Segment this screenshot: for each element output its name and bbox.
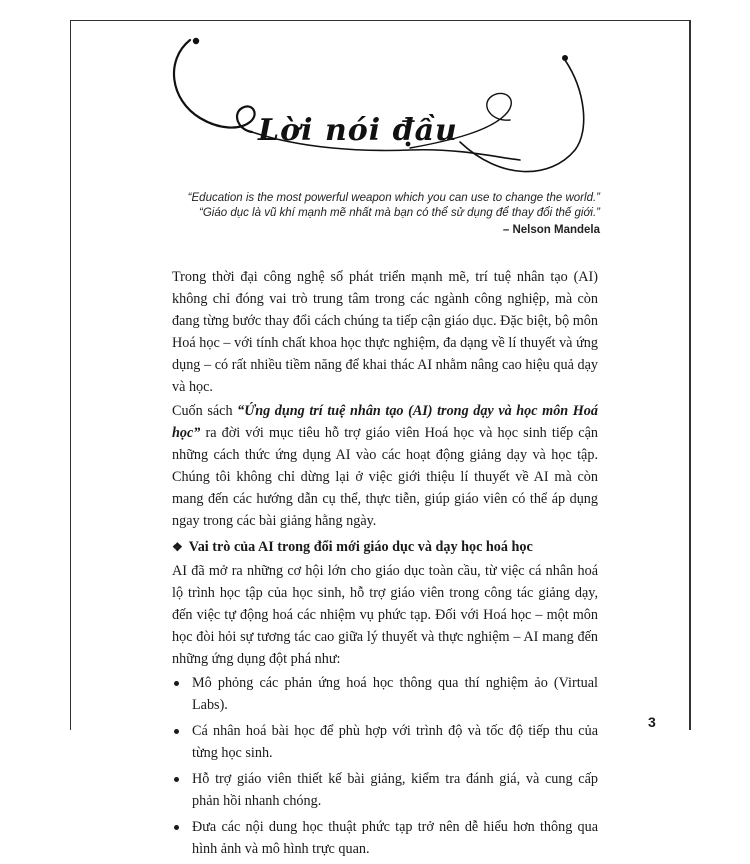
list-item: Mô phỏng các phản ứng hoá học thông qua thí nghiệm ảo (Virtual Labs). — [172, 672, 598, 716]
body-text — [172, 266, 598, 864]
paragraph-1-text: Trong thời đại công nghệ số phát triển mạnh mẽ, trí tuệ nhân tạo (AI) không chỉ đóng vai trò trung tâm trong các ngành công nghiệp, mà còn đang từng bước thay đổi cách chúng ta tiếp cận giáo dục. Đặc biệt, bộ môn Hoá học – với tính chất khoa học thực nghiệm, đa dạng về lí thuyết và ứng dụng – có rất nhiều tiềm năng để khai thác AI nhằm nâng cao hiệu quả dạy và học. — [172, 269, 598, 395]
book-title: “Ứng dụng trí tuệ nhân tạo (AI) trong dạy và học môn Hoá học” — [172, 403, 598, 441]
quote-english: “Education is the most powerful weapon which you can use to change the world.” — [187, 192, 600, 204]
page-number: 3 — [648, 714, 656, 730]
page-frame-right-edge — [689, 20, 691, 730]
paragraph-2-prefix: Cuốn sách — [172, 403, 238, 419]
diamond-bullet-icon: ❖ — [172, 540, 183, 554]
list-item: Cá nhân hoá bài học để phù hợp với trình độ và tốc độ tiếp thu của từng học sinh. — [172, 720, 598, 764]
paragraph-3 — [172, 560, 598, 670]
paragraph-3-text: AI đã mở ra những cơ hội lớn cho giáo dục toàn cầu, từ việc cá nhân hoá lộ trình học tập của học sinh, hỗ trợ giáo viên trong công tác giảng dạy, đến việc tự động hoá các nhiệm vụ phức tạp. Đối với Hoá học – một môn học đòi hỏi sự tương tác cao giữa lý thuyết và thực nghiệm – AI mang đến những ứng dụng đột phá như: — [172, 563, 598, 667]
quote-vietnamese: “Giáo dục là vũ khí mạnh mẽ nhất mà bạn có thể sử dụng để thay đổi thế giới.” — [199, 207, 600, 219]
bullet-list — [172, 672, 598, 860]
section-heading — [172, 536, 598, 558]
section-heading-text: Vai trò của AI trong đổi mới giáo dục và dạy học hoá học — [188, 539, 533, 555]
epigraph — [188, 191, 600, 238]
list-item: Hỗ trợ giáo viên thiết kế bài giảng, kiểm tra đánh giá, và cung cấp phản hồi nhanh chóng. — [172, 768, 598, 812]
paragraph-1 — [172, 266, 598, 398]
page-title: Lời nói đầu — [258, 113, 458, 148]
quote-author: – Nelson Mandela — [502, 224, 600, 236]
paragraph-2 — [172, 400, 598, 532]
list-item: Đưa các nội dung học thuật phức tạp trở nên dễ hiểu hơn thông qua hình ảnh và mô hình trực quan. — [172, 816, 598, 860]
paragraph-2-suffix: ra đời với mục tiêu hỗ trợ giáo viên Hoá học và học sinh tiếp cận những cách thức ứng dụng AI vào các hoạt động giảng dạy và học tập. Chúng tôi không chỉ dừng lại ở việc giới thiệu lí thuyết về AI mà còn mang đến các hướng dẫn cụ thể, thực tiễn, giúp giáo viên có thể áp dụng ngay trong các bài giảng hằng ngày. — [172, 425, 598, 529]
